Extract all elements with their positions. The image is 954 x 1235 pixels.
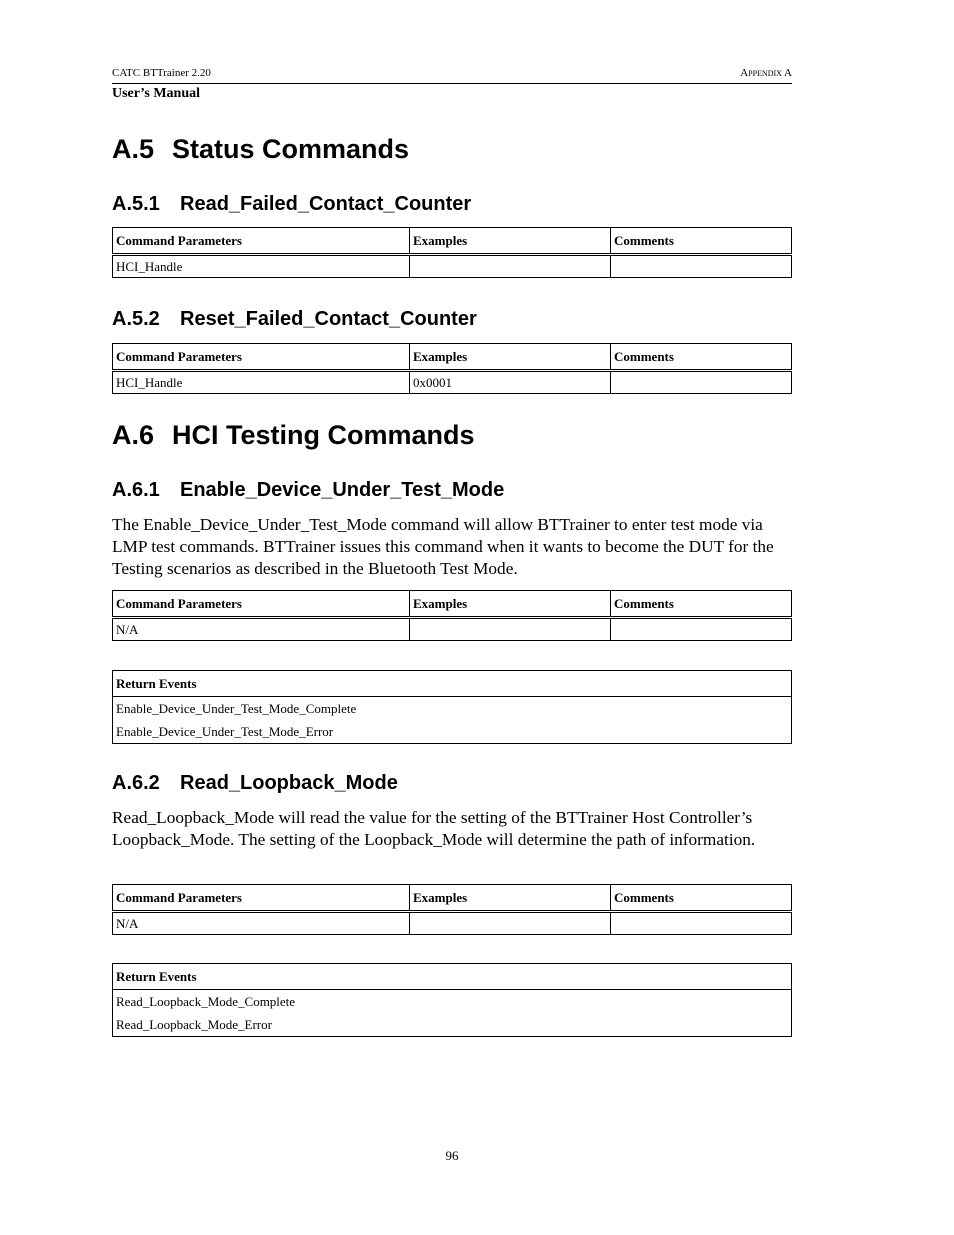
col-header-examples: Examples bbox=[410, 344, 611, 371]
subsection-heading-a51 bbox=[112, 192, 471, 216]
section-heading-a6 bbox=[112, 419, 475, 451]
col-header-return-events: Return Events bbox=[113, 671, 792, 697]
subsection-title: Reset_Failed_Contact_Counter bbox=[180, 308, 477, 330]
param-cell: N/A bbox=[113, 912, 410, 935]
param-cell: HCI_Handle bbox=[113, 255, 410, 278]
subsection-title: Read_Loopback_Mode bbox=[180, 772, 398, 794]
col-header-param: Command Parameters bbox=[113, 885, 410, 912]
table-row bbox=[113, 255, 792, 278]
return-event-cell: Enable_Device_Under_Test_Mode_Complete bbox=[113, 697, 792, 721]
table-header-row bbox=[113, 591, 792, 618]
table-row bbox=[113, 990, 792, 1014]
header-appendix: Appendix A bbox=[740, 67, 792, 79]
subsection-number: A.5.1 bbox=[112, 193, 160, 215]
table-row bbox=[113, 912, 792, 935]
table-header-row bbox=[113, 964, 792, 990]
command-parameters-table-a62 bbox=[112, 884, 792, 935]
command-parameters-table-a52 bbox=[112, 343, 792, 394]
comment-cell bbox=[611, 618, 792, 641]
col-header-comments: Comments bbox=[611, 344, 792, 371]
table-header-row bbox=[113, 885, 792, 912]
comment-cell bbox=[611, 255, 792, 278]
example-cell: 0x0001 bbox=[410, 371, 611, 394]
subsection-heading-a52 bbox=[112, 307, 477, 331]
table-row bbox=[113, 371, 792, 394]
col-header-comments: Comments bbox=[611, 885, 792, 912]
table-row bbox=[113, 1013, 792, 1037]
table-header-row bbox=[113, 228, 792, 255]
param-cell: HCI_Handle bbox=[113, 371, 410, 394]
col-header-param: Command Parameters bbox=[113, 344, 410, 371]
subsection-title: Enable_Device_Under_Test_Mode bbox=[180, 479, 505, 501]
return-event-cell: Enable_Device_Under_Test_Mode_Error bbox=[113, 720, 792, 744]
table-row bbox=[113, 618, 792, 641]
col-header-examples: Examples bbox=[410, 885, 611, 912]
example-cell bbox=[410, 618, 611, 641]
example-cell bbox=[410, 912, 611, 935]
subsection-number: A.6.1 bbox=[112, 479, 160, 501]
col-header-param: Command Parameters bbox=[113, 228, 410, 255]
return-events-table-a62 bbox=[112, 963, 792, 1037]
return-events-table-a61 bbox=[112, 670, 792, 744]
subsection-title: Read_Failed_Contact_Counter bbox=[180, 193, 472, 215]
subsection-heading-a62 bbox=[112, 771, 398, 795]
paragraph-a62: Read_Loopback_Mode will read the value for the setting of the BTTrainer Host Controller’s Loopback_Mode. The setting of the Loopback_Mode will determine the path of information. bbox=[112, 808, 756, 849]
table-row bbox=[113, 697, 792, 721]
return-event-cell: Read_Loopback_Mode_Complete bbox=[113, 990, 792, 1014]
page-number: 96 bbox=[445, 1148, 459, 1163]
comment-cell bbox=[611, 912, 792, 935]
table-header-row bbox=[113, 671, 792, 697]
running-header bbox=[112, 67, 792, 84]
table-header-row bbox=[113, 344, 792, 371]
table-row bbox=[113, 720, 792, 744]
section-title: Status Commands bbox=[172, 134, 410, 164]
col-header-param: Command Parameters bbox=[113, 591, 410, 618]
subsection-heading-a61 bbox=[112, 478, 504, 502]
header-product: CATC BTTrainer 2.20 bbox=[112, 67, 211, 79]
col-header-comments: Comments bbox=[611, 228, 792, 255]
col-header-comments: Comments bbox=[611, 591, 792, 618]
example-cell bbox=[410, 255, 611, 278]
col-header-examples: Examples bbox=[410, 591, 611, 618]
section-title: HCI Testing Commands bbox=[172, 420, 475, 450]
comment-cell bbox=[611, 371, 792, 394]
section-heading-a5 bbox=[112, 133, 409, 165]
subsection-number: A.5.2 bbox=[112, 308, 160, 330]
col-header-return-events: Return Events bbox=[113, 964, 792, 990]
param-cell: N/A bbox=[113, 618, 410, 641]
section-number: A.6 bbox=[112, 420, 155, 450]
command-parameters-table-a61 bbox=[112, 590, 792, 641]
col-header-examples: Examples bbox=[410, 228, 611, 255]
section-number: A.5 bbox=[112, 134, 155, 164]
return-event-cell: Read_Loopback_Mode_Error bbox=[113, 1013, 792, 1037]
command-parameters-table-a51 bbox=[112, 227, 792, 278]
subsection-number: A.6.2 bbox=[112, 772, 160, 794]
header-subtitle: User’s Manual bbox=[112, 86, 201, 101]
paragraph-a61: The Enable_Device_Under_Test_Mode command will allow BTTrainer to enter test mode via LMP test commands. BTTrainer issues this command when it wants to become the DUT for the Testing scenarios as described in the Bluetooth Test Mode. bbox=[112, 515, 774, 578]
